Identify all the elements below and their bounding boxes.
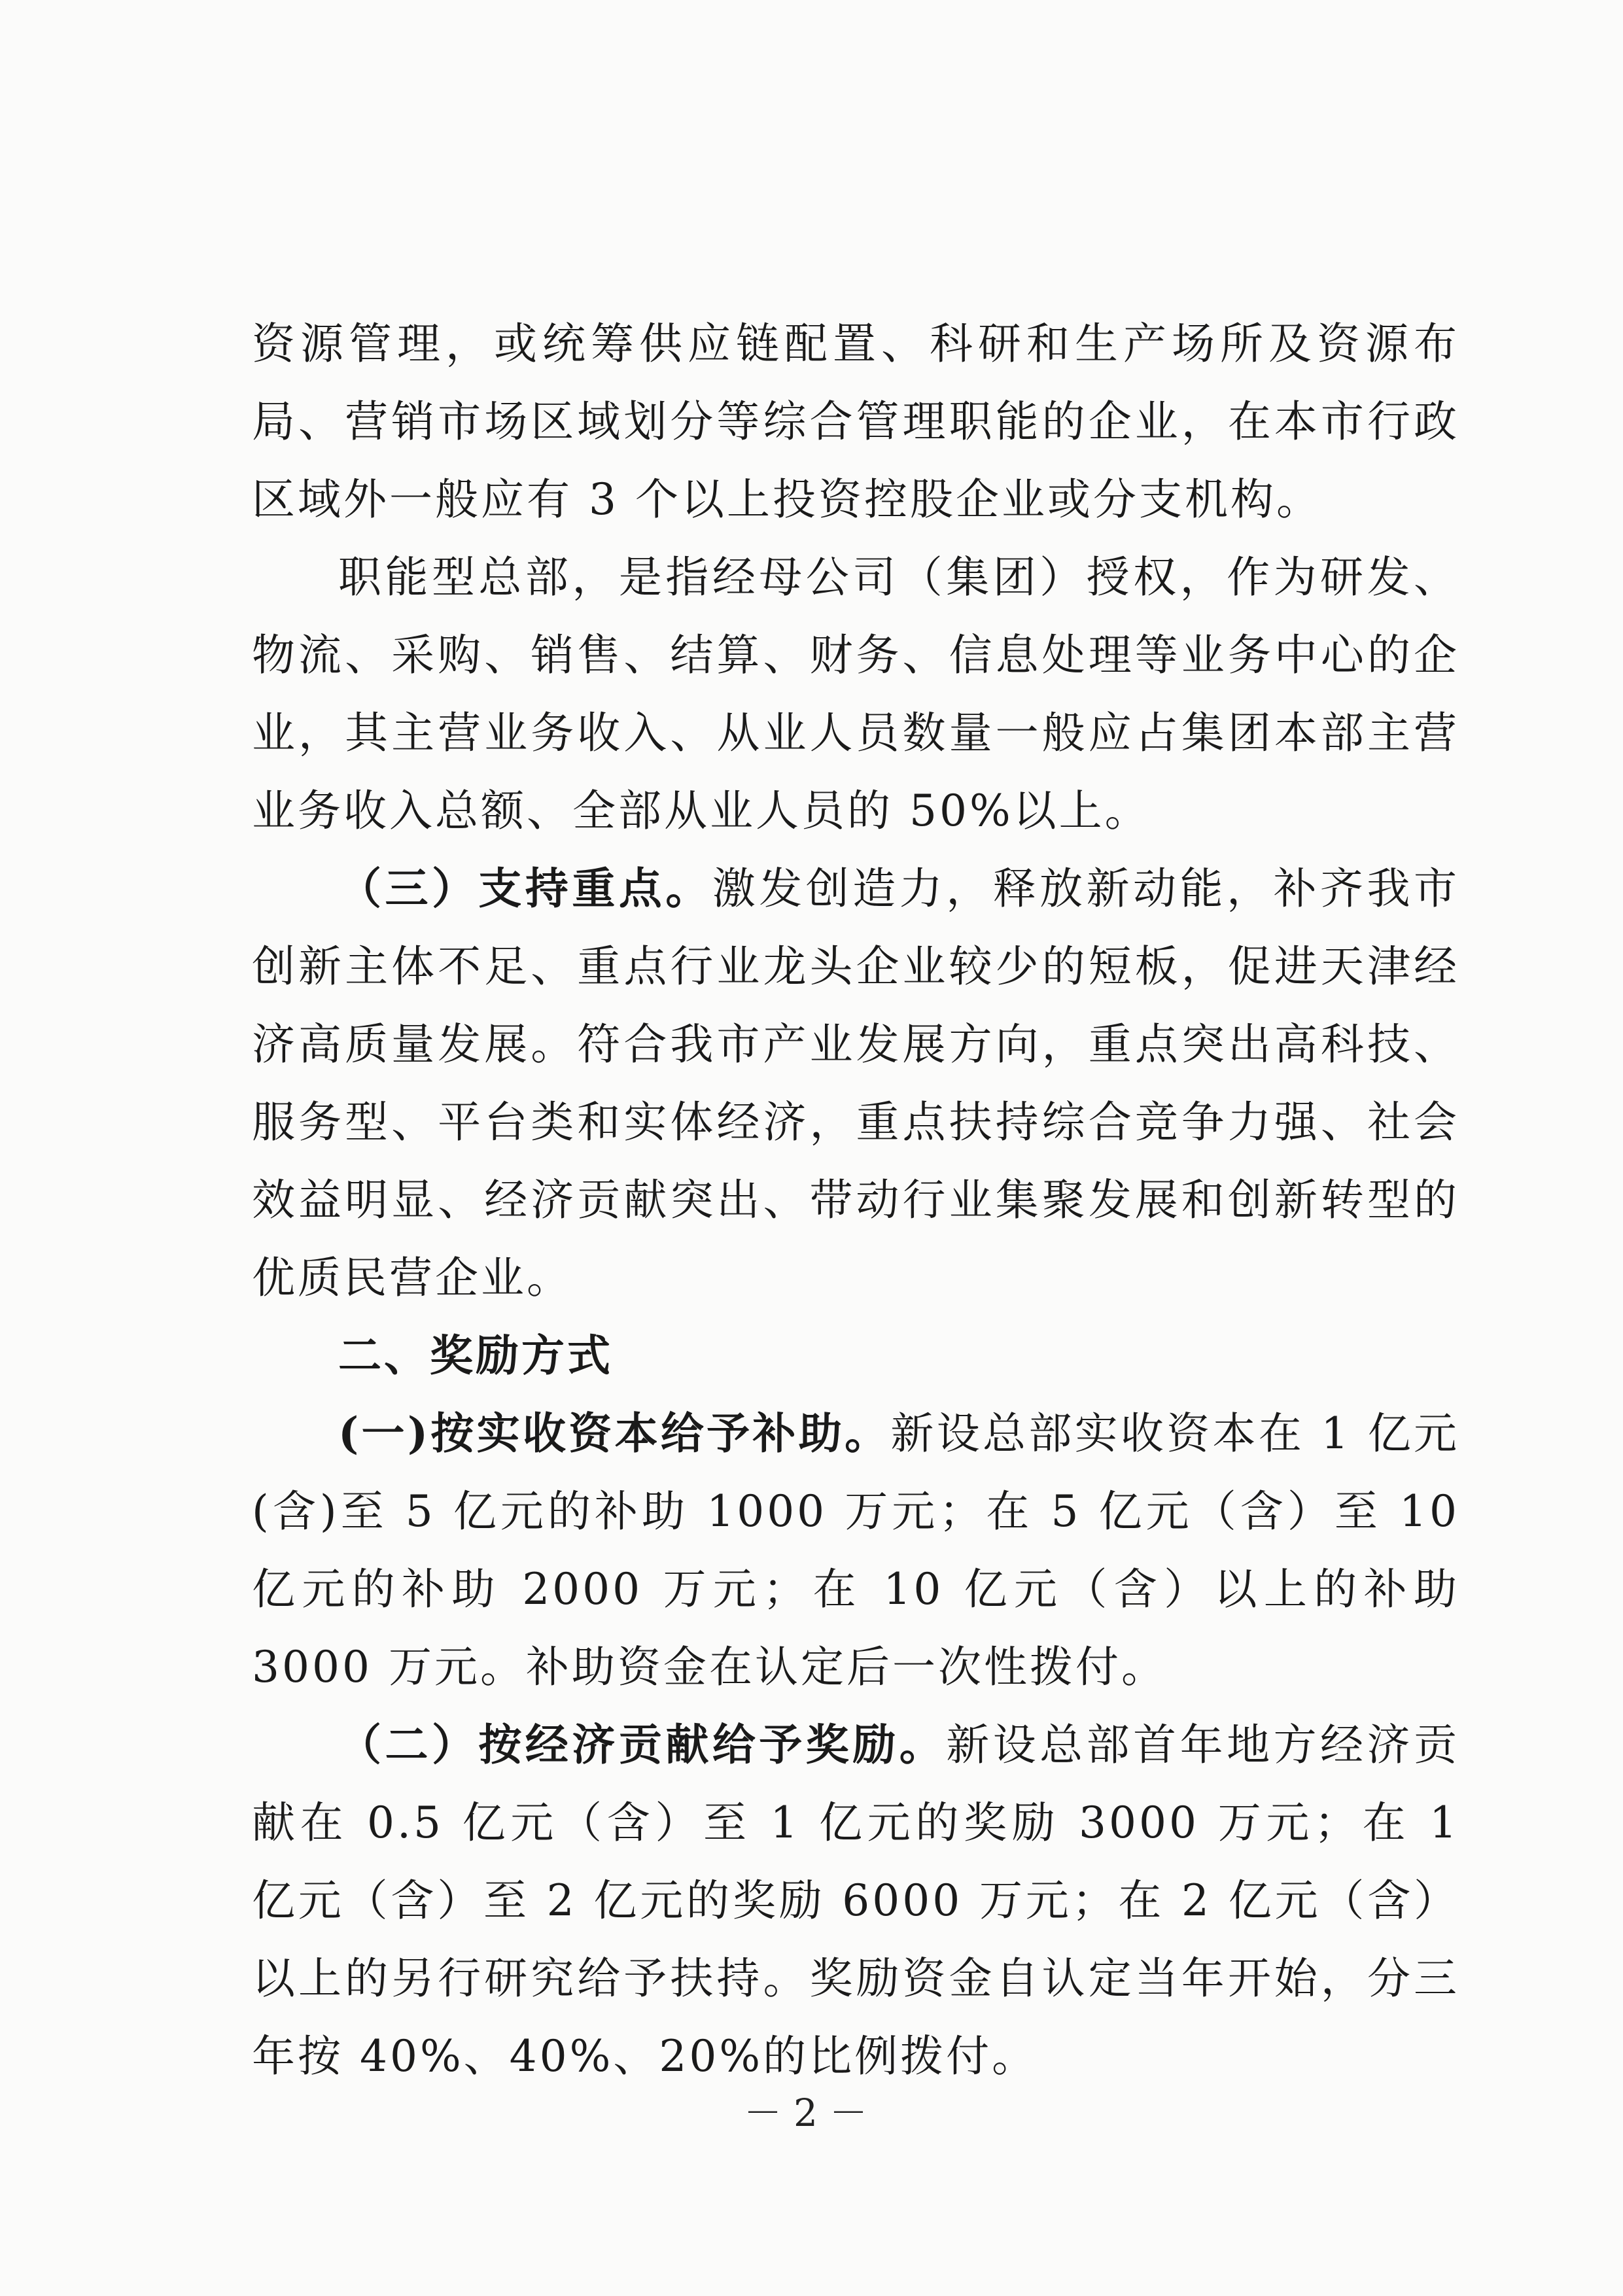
paragraph-support-focus — [252, 850, 1459, 1317]
page-number: －2－ — [744, 2091, 879, 2135]
economic-contribution-lead: （二）按经济贡献给予奖励。 — [338, 1719, 947, 1770]
capital-subsidy-lead: (一)按实收资本给予补助。 — [338, 1408, 891, 1459]
paragraph-capital-subsidy — [252, 1395, 1459, 1706]
paragraph-resource-management: 资源管理，或统筹供应链配置、科研和生产场所及资源布局、营销市场区域划分等综合管理职能的企业，在本市行政区域外一般应有 3 个以上投资控股企业或分支机构。 — [252, 319, 1459, 525]
support-focus-lead: （三）支持重点。 — [338, 863, 712, 914]
body-text — [252, 305, 1459, 2095]
heading-reward-methods: 二、奖励方式 — [338, 1331, 613, 1381]
paragraph-functional-headquarters: 职能型总部，是指经母公司（集团）授权，作为研发、物流、采购、销售、结算、财务、信息处理等业务中心的企业，其主营业务收入、从业人员数量一般应占集团本部主营业务收入总额、全部从业人员的 50%以上。 — [252, 552, 1459, 836]
support-focus-text: 激发创造力，释放新动能，补齐我市创新主体不足、重点行业龙头企业较少的短板，促进天津经济高质量发展。符合我市产业发展方向，重点突出高科技、服务型、平台类和实体经济，重点扶持综合竞争力强、社会效益明显、经济贡献突出、带动行业集聚发展和创新转型的优质民营企业。 — [252, 863, 1460, 1303]
economic-contribution-text: 新设总部首年地方经济贡献在 0.5 亿元（含）至 1 亿元的奖励 3000 万元；在 1 亿元（含）至 2 亿元的奖励 6000 万元；在 2 亿元（含）以上的另行研究给予扶持。奖励资金自认定当年开始，分三年按 40%、40%、20%的比例拨付。 — [252, 1720, 1460, 2081]
capital-subsidy-text: 新设总部实收资本在 1 亿元(含)至 5 亿元的补助 1000 万元；在 5 亿元（含）至 10 亿元的补助 2000 万元；在 10 亿元（含）以上的补助 3000 万元。补助资金在认定后一次性拨付。 — [252, 1408, 1459, 1692]
paragraph-economic-contribution — [252, 1706, 1459, 2095]
